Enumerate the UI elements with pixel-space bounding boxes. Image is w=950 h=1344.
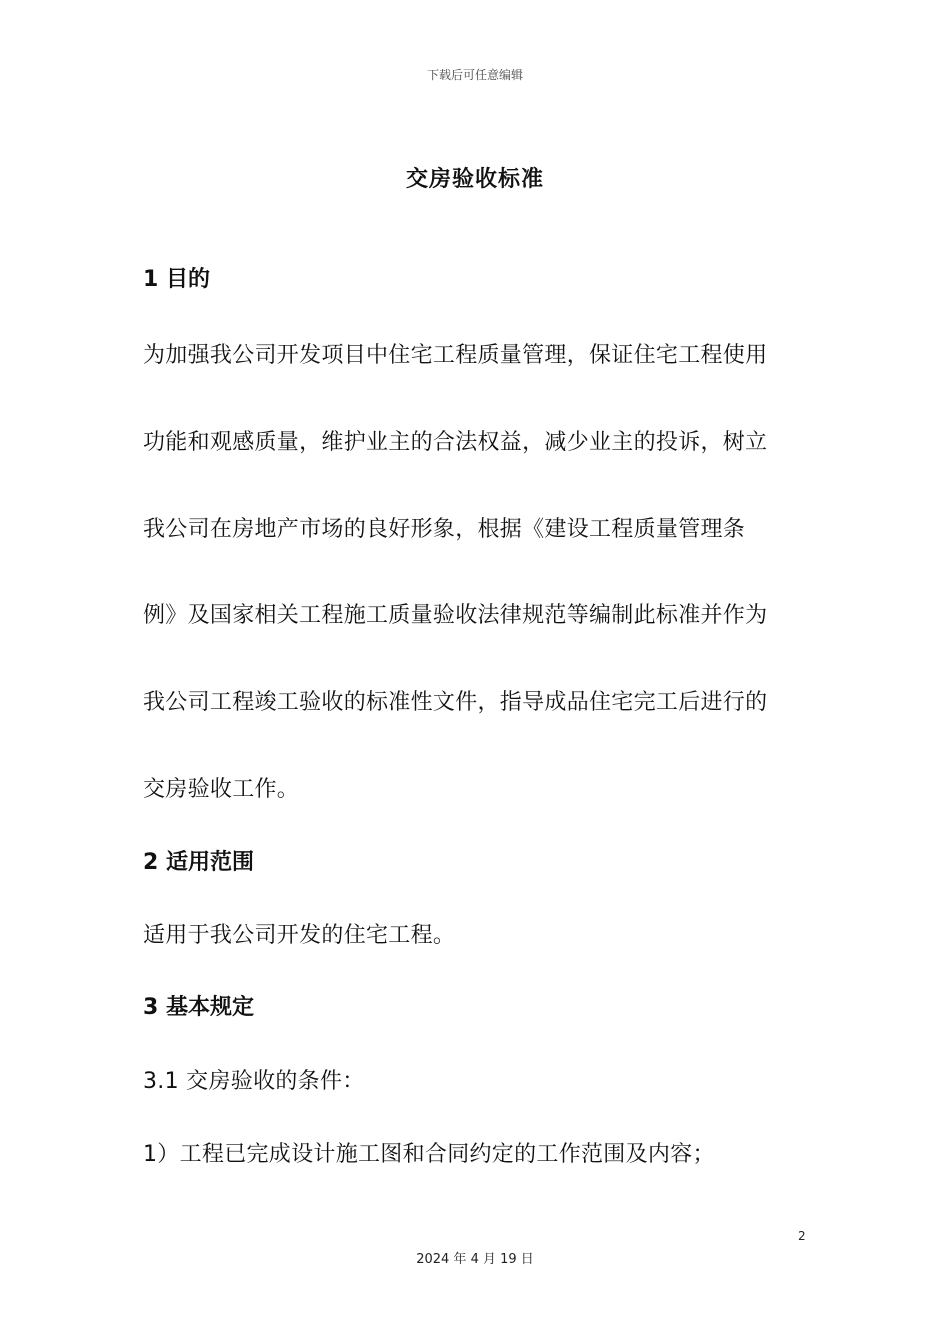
footer-date: 2024 年 4 月 19 日 (416, 1252, 534, 1267)
paragraph-line: 例》及国家相关工程施工质量验收法律规范等编制此标准并作为 (143, 603, 768, 628)
paragraph-line: 我公司在房地产市场的良好形象，根据《建设工程质量管理条 (143, 517, 746, 542)
document-title: 交房验收标准 (405, 167, 544, 192)
header-note: 下载后可任意编辑 (426, 68, 523, 82)
section-heading-basic-rules: 3 基本规定 (143, 995, 254, 1020)
section-heading-scope: 2 适用范围 (143, 850, 254, 875)
paragraph-line: 功能和观感质量，维护业主的合法权益，减少业主的投诉，树立 (143, 430, 768, 455)
paragraph-line: 适用于我公司开发的住宅工程。 (143, 923, 456, 948)
page-number: 2 (798, 1229, 806, 1243)
section-heading-purpose: 1 目的 (143, 267, 210, 292)
paragraph-line: 3.1 交房验收的条件： (143, 1069, 365, 1094)
paragraph-line: 交房验收工作。 (143, 777, 300, 802)
paragraph-line: 为加强我公司开发项目中住宅工程质量管理，保证住宅工程使用 (143, 343, 768, 368)
paragraph-line: 我公司工程竣工验收的标准性文件，指导成品住宅完工后进行的 (143, 690, 768, 715)
paragraph-line: 1）工程已完成设计施工图和合同约定的工作范围及内容； (143, 1142, 715, 1167)
